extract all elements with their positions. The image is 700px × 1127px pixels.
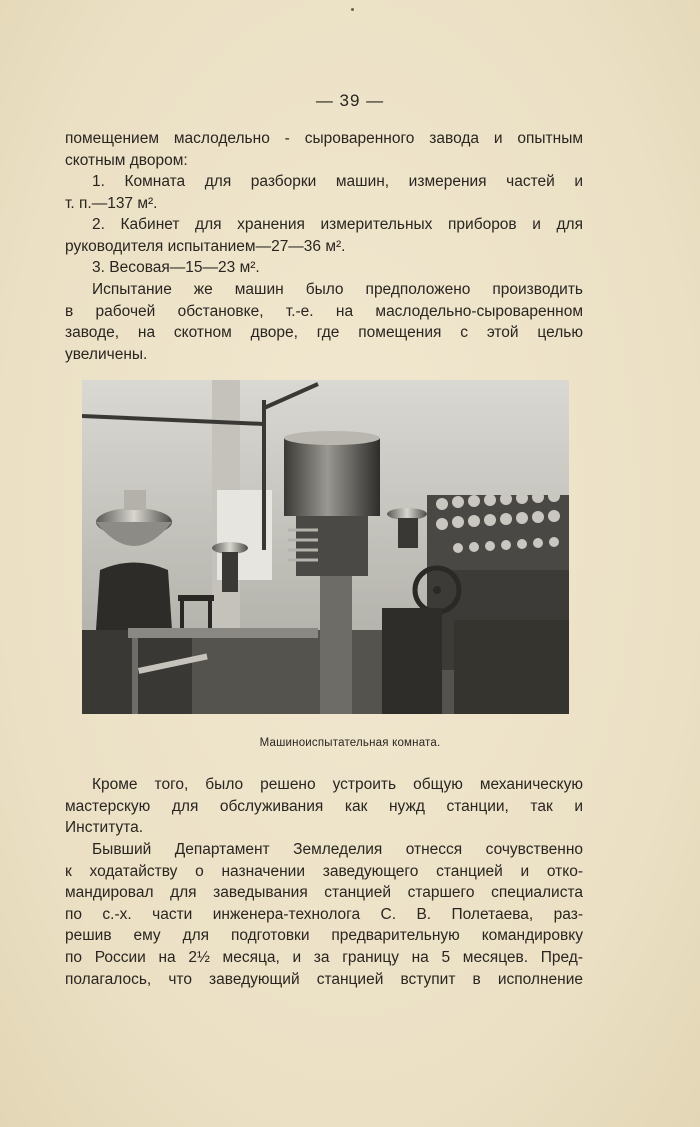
list-item-3-line: 3. Весовая—15—23 м². (92, 259, 260, 277)
text-line: Кроме того, было решено устроить общую механическую (92, 776, 583, 793)
print-speck (351, 8, 354, 11)
text-line: к ходатайству о назначении заведующего станцией и отко- (65, 862, 583, 880)
text-line: мандировал для заведывания станцией старшего специалиста (65, 884, 583, 902)
text-line: помещением маслодельно - сыроваренного завода и опытным (65, 130, 583, 147)
text-line: полагалось, что заведующий станцией вступит в исполнение (65, 970, 583, 988)
figure-caption: Машиноиспытательная комната. (259, 737, 441, 749)
list-item-1-line: т. п.—137 м². (65, 194, 158, 212)
text-line: Испытание же машин было предположено производить (92, 281, 583, 298)
paragraph-workshop (65, 774, 583, 839)
top-paragraph (65, 128, 583, 171)
machine-room-illustration (82, 380, 569, 714)
text-line: в рабочей обстановке, т.-е. на маслодельно-сыроваренном (65, 302, 583, 320)
text-line: по с.-х. части инженера-технолога С. В. Полетаева, раз- (65, 905, 583, 923)
text-line: скотным двором: (65, 151, 188, 169)
list-item-2-line: руководителя испытанием—27—36 м². (65, 237, 346, 255)
list-item-1-line: 1. Комната для разборки машин, измерения частей и (92, 173, 583, 190)
text-line: мастерскую для обслуживания как нужд станции, так и (65, 797, 583, 815)
list-item-2-line: 2. Кабинет для хранения измерительных приборов и для (92, 216, 583, 234)
text-line: решив ему для подготовки предварительную командировку (65, 927, 583, 945)
room-list (65, 171, 583, 279)
text-line: Института. (65, 819, 144, 837)
text-line: по России на 2½ месяца, и за границу на 5 месяцев. Пред- (65, 948, 583, 966)
page-number: — 39 — (315, 91, 385, 110)
paragraph-department (65, 839, 583, 990)
machine-room-photo (82, 380, 569, 714)
text-line: заводе, на скотном дворе, где помещения с этой целью (65, 324, 583, 342)
text-line: увеличены. (65, 345, 148, 363)
paragraph-test-conditions (65, 279, 583, 365)
text-line: Бывший Департамент Земледелия отнесся сочувственно (92, 841, 583, 858)
